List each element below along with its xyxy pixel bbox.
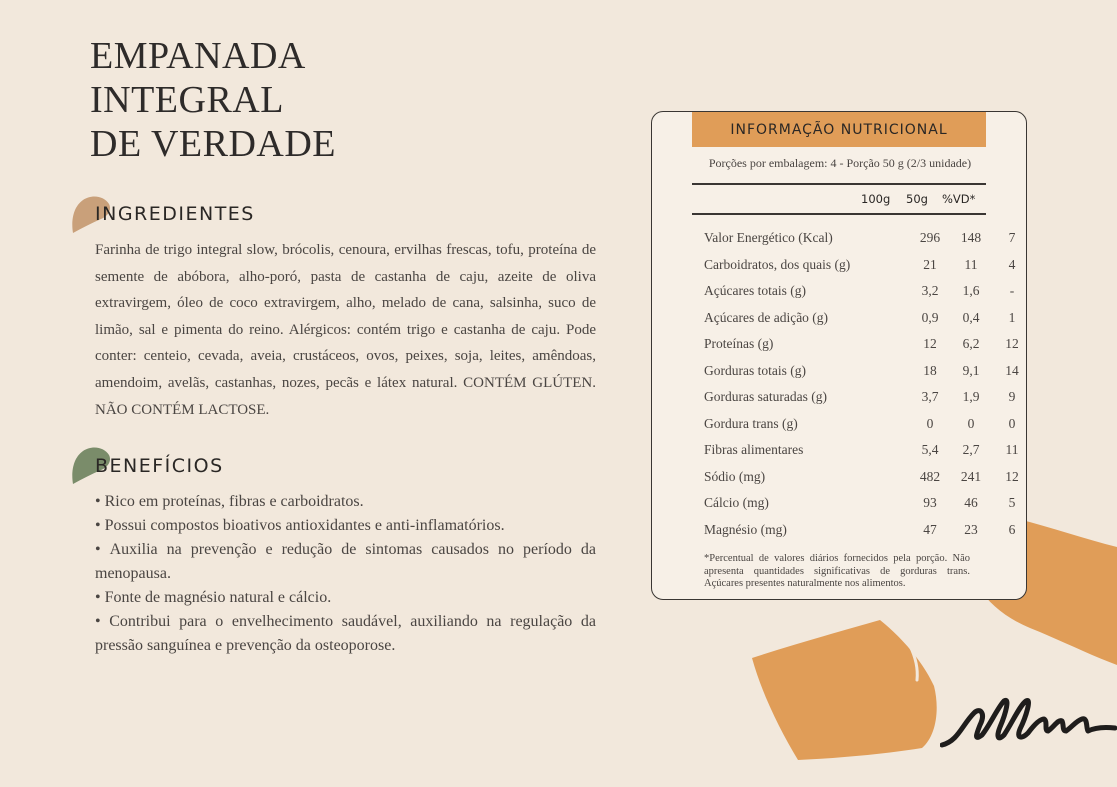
- value-50g: 11: [964, 256, 978, 272]
- nutrient-label: Fibras alimentares: [704, 442, 804, 457]
- value-vd: 11: [1005, 442, 1019, 457]
- nutrition-row: [704, 389, 1016, 409]
- allma-logo: [940, 695, 1117, 755]
- ingredients-heading: INGREDIENTES: [95, 203, 255, 225]
- value-100g: 47: [923, 521, 937, 537]
- value-100g: 482: [919, 468, 941, 484]
- value-100g: 3,2: [921, 283, 939, 298]
- value-50g: 6,2: [962, 336, 980, 351]
- nutrition-heading: INFORMAÇÃO NUTRICIONAL: [692, 112, 986, 147]
- value-100g: 18: [923, 362, 937, 378]
- benefit-item: • Auxilia na prevenção e redução de sintomas causados no período da menopausa.: [95, 538, 596, 586]
- value-50g: 23: [964, 521, 978, 537]
- benefits-heading: BENEFÍCIOS: [95, 455, 224, 477]
- nutrition-row: [704, 362, 1019, 383]
- value-vd: 6: [1008, 521, 1016, 537]
- benefits-list: [95, 490, 596, 658]
- nutrition-row: [704, 521, 1016, 542]
- value-100g: 93: [923, 495, 937, 510]
- footnote: *Percentual de valores diários fornecidos pela porção. Não apresenta quantidades significativas de gorduras trans. Açúcares presentes naturalmente nos alimentos.: [704, 553, 970, 589]
- page-title: [90, 34, 336, 166]
- nutrient-label: Valor Energético (Kcal): [704, 230, 833, 245]
- nutrient-label: Gorduras totais (g): [704, 362, 806, 378]
- benefit-item: • Rico em proteínas, fibras e carboidratos.: [95, 490, 596, 514]
- nutrient-label: Carboidratos, dos quais (g): [704, 256, 851, 272]
- value-100g: 296: [919, 230, 941, 245]
- title-line-3: DE VERDADE: [90, 123, 337, 165]
- value-50g: 241: [960, 468, 982, 484]
- portions-text: Porções por embalagem: 4 - Porção 50 g (2/3 unidade): [708, 156, 972, 170]
- value-vd: 4: [1008, 256, 1016, 272]
- nutrient-label: Sódio (mg): [704, 468, 766, 484]
- value-100g: 0,9: [921, 309, 939, 325]
- benefit-item: • Possui compostos bioativos antioxidantes e anti-inflamatórios.: [95, 514, 596, 538]
- nutrition-facts-card: [651, 111, 1027, 600]
- title-line-1: EMPANADA: [90, 35, 306, 77]
- nutrition-row: [704, 283, 1015, 303]
- benefit-item: • Contribui para o envelhecimento saudável, auxiliando na regulação da pressão sanguínea e prevenção da osteoporose.: [95, 610, 596, 658]
- value-vd: 5: [1008, 495, 1016, 510]
- column-header-vd: %VD*: [942, 192, 976, 206]
- nutrient-label: Açúcares totais (g): [704, 283, 806, 298]
- divider: [692, 183, 986, 185]
- value-50g: 2,7: [962, 442, 980, 457]
- ingredients-text: Farinha de trigo integral slow, brócolis, cenoura, ervilhas frescas, tofu, proteína de semente de abóbora, alho-poró, pasta de castanha de caju, azeite de oliva extravirgem, óleo de coco extravirgem, alho, melado de cana, salsinha, suco de limão, sal e pimenta do reino. Alérgicos: contém trigo e castanha de caju. Pode conter: centeio, cevada, aveia, crustáceos, ovos, peixes, soja, leites, amêndoas, amendoim, avelãs, castanhas, nozes, pecãs e látex natural. CONTÉM GLÚTEN. NÃO CONTÉM LACTOSE.: [95, 242, 596, 418]
- divider: [692, 213, 986, 215]
- nutrient-label: Cálcio (mg): [704, 495, 769, 510]
- value-vd: 0: [1008, 415, 1016, 431]
- nutrient-label: Gordura trans (g): [704, 415, 798, 431]
- nutrition-row: [704, 256, 1016, 277]
- value-vd: 12: [1005, 336, 1019, 351]
- value-50g: 148: [960, 230, 982, 245]
- nutrition-row: [704, 442, 1019, 462]
- value-vd: 7: [1008, 230, 1016, 245]
- nutrient-label: Proteínas (g): [704, 336, 774, 351]
- value-vd: 1: [1008, 309, 1016, 325]
- nutrition-row: [704, 495, 1016, 515]
- value-50g: 0,4: [962, 309, 980, 325]
- value-50g: 1,9: [962, 389, 980, 404]
- nutrition-row: [704, 230, 1016, 250]
- nutrition-row: [704, 468, 1019, 489]
- value-100g: 5,4: [921, 442, 939, 457]
- title-line-2: INTEGRAL: [90, 79, 284, 121]
- value-vd: 9: [1008, 389, 1016, 404]
- value-vd: 12: [1005, 468, 1019, 484]
- value-vd: -: [1009, 283, 1015, 298]
- benefit-item: • Fonte de magnésio natural e cálcio.: [95, 586, 596, 610]
- orange-blob-bottom-decoration: [750, 618, 940, 760]
- nutrient-label: Magnésio (mg): [704, 521, 787, 537]
- nutrition-row: [704, 309, 1016, 330]
- column-header-50g: 50g: [906, 192, 928, 206]
- nutrition-row: [704, 336, 1019, 356]
- value-100g: 3,7: [921, 389, 939, 404]
- value-50g: 9,1: [962, 362, 980, 378]
- value-50g: 0: [967, 415, 975, 431]
- value-50g: 1,6: [962, 283, 980, 298]
- value-vd: 14: [1005, 362, 1019, 378]
- nutrient-label: Gorduras saturadas (g): [704, 389, 827, 404]
- value-100g: 12: [923, 336, 937, 351]
- value-100g: 0: [926, 415, 934, 431]
- value-50g: 46: [964, 495, 978, 510]
- nutrient-label: Açúcares de adição (g): [704, 309, 829, 325]
- value-100g: 21: [923, 256, 937, 272]
- column-header-100g: 100g: [861, 192, 891, 206]
- nutrition-row: [704, 415, 1016, 436]
